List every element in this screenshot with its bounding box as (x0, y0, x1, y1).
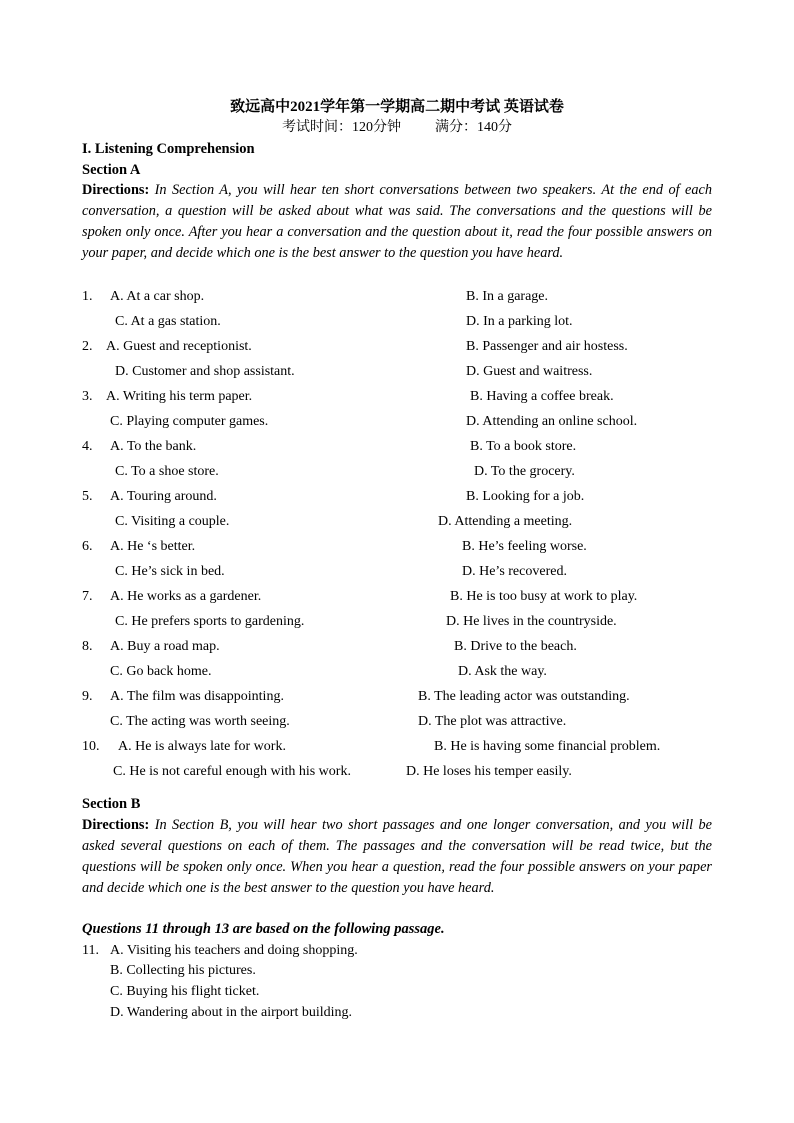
directions-text: In Section B, you will hear two short passages and one longer conversation, and you will be asked several questions on each of them. The passages and the conversation will be read twice, but the questions will be spoken only once. When you hear a question, read the four possible answers on your paper and decide which one is the best answer to the question you have heard. (82, 817, 712, 896)
option-d: D. The plot was attractive. (418, 714, 567, 729)
option-c: C. He prefers sports to gardening. (115, 614, 305, 629)
question-number: 3. (82, 389, 93, 404)
option-b: B. He’s feeling worse. (462, 539, 587, 554)
exam-title: 致远高中2021学年第一学期高二期中考试 英语试卷 (230, 99, 564, 115)
option-d: D. He loses his temper easily. (406, 764, 572, 779)
option-a: A. Touring around. (110, 489, 217, 504)
option-a: A. Guest and receptionist. (106, 339, 252, 354)
option-b: B. Having a coffee break. (470, 389, 614, 404)
option-a: A. Writing his term paper. (106, 389, 253, 404)
directions-text: In Section A, you will hear ten short conversations between two speakers. At the end of each conversation, a question will be asked about what was said. The conversations and the questions will be spoken only once. After you hear a conversation and the question about it, read the four possible answers on your paper, and decide which one is the best answer to the question you have heard. (82, 182, 712, 261)
option-d: D. Guest and waitress. (466, 364, 593, 379)
option: C. Buying his flight ticket. (110, 984, 260, 999)
directions-label: Directions: (82, 817, 150, 833)
exam-score: 满分：140分 (435, 120, 512, 135)
question-number: 5. (82, 489, 93, 504)
option-d: D. Ask the way. (458, 664, 547, 679)
option: B. Collecting his pictures. (110, 963, 256, 978)
question-group-note: Questions 11 through 13 are based on the following passage. (82, 921, 445, 937)
option-a: A. He works as a gardener. (110, 589, 262, 604)
option-c: C. To a shoe store. (115, 464, 219, 479)
question-number: 6. (82, 539, 93, 554)
option-d: D. Attending an online school. (466, 414, 638, 429)
option-a: A. At a car shop. (110, 289, 205, 304)
option-d: D. He lives in the countryside. (446, 614, 617, 629)
section-a-heading: Section A (82, 162, 141, 178)
option-b: B. To a book store. (470, 439, 577, 454)
option-c: C. At a gas station. (115, 314, 221, 329)
exam-time: 考试时间：120分钟 (282, 120, 401, 135)
question-number: 2. (82, 339, 93, 354)
question-number: 8. (82, 639, 93, 654)
option: D. Wandering about in the airport building. (110, 1005, 353, 1020)
section-b-heading: Section B (82, 796, 141, 812)
question-number: 10. (82, 739, 100, 754)
option-c: C. He is not careful enough with his work. (113, 764, 351, 779)
option-c: C. Go back home. (110, 664, 212, 679)
option-a: A. Buy a road map. (110, 639, 220, 654)
option-d: D. In a parking lot. (466, 314, 573, 329)
option-c: C. Visiting a couple. (115, 514, 230, 529)
option-d: D. To the grocery. (474, 464, 575, 479)
directions-label: Directions: (82, 182, 150, 198)
section-b-directions (82, 815, 712, 899)
option-c: C. The acting was worth seeing. (110, 714, 290, 729)
question-number: 7. (82, 589, 93, 604)
question-number: 1. (82, 289, 93, 304)
part-heading: I. Listening Comprehension (82, 141, 255, 157)
option-c: C. Playing computer games. (110, 414, 269, 429)
option-a: A. He is always late for work. (118, 739, 286, 754)
option-b: B. Drive to the beach. (454, 639, 577, 654)
option-b: B. The leading actor was outstanding. (418, 689, 630, 704)
option-a: A. He ‘s better. (110, 539, 196, 554)
option-b: B. He is too busy at work to play. (450, 589, 638, 604)
option-b: B. Passenger and air hostess. (466, 339, 628, 354)
option-b: B. In a garage. (466, 289, 549, 304)
option-a: A. The film was disappointing. (110, 689, 284, 704)
question-number: 11. (82, 943, 99, 958)
option-b: B. He is having some financial problem. (434, 739, 661, 754)
option-d: D. Attending a meeting. (438, 514, 573, 529)
section-a-directions (82, 180, 712, 264)
option-c: D. Customer and shop assistant. (115, 364, 295, 379)
option-c: C. He’s sick in bed. (115, 564, 225, 579)
exam-subtitle (0, 117, 794, 139)
option-b: B. Looking for a job. (466, 489, 585, 504)
option: A. Visiting his teachers and doing shopping. (110, 943, 358, 958)
question-number: 4. (82, 439, 93, 454)
option-a: A. To the bank. (110, 439, 197, 454)
question-number: 9. (82, 689, 93, 704)
option-d: D. He’s recovered. (462, 564, 567, 579)
